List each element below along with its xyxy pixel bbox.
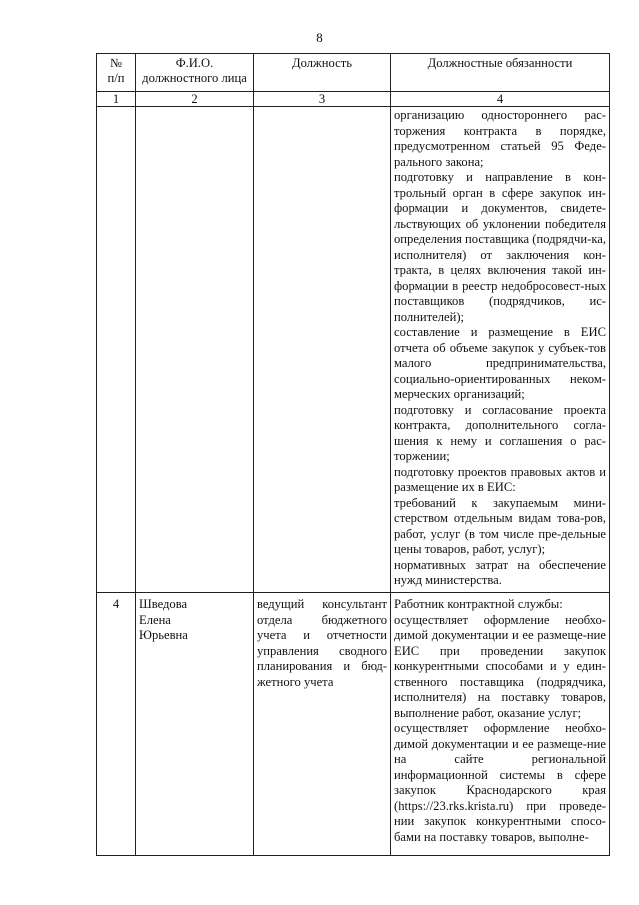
duties-cell xyxy=(391,107,610,593)
duties-cell xyxy=(391,593,610,856)
header-number: № п/п xyxy=(97,54,136,92)
duties-table xyxy=(96,53,610,856)
duty-item: подготовку и направление в кон-трольный орган в сфере закупок ин-формации и документов, свидете-льствующих об уклонении победителя определения поставщика (подрядчи-ка, исполнителя) от заключения кон-тракта, в целях включения такой ин-формации в реестр недобросовест-ных поставщиков (подрядчиков, ис-полнителей); xyxy=(394,170,606,324)
page-number: 8 xyxy=(316,30,323,45)
duty-item: осуществляет оформление необхо-димой документации и ее размеще-ние ЕИС при проведении закупок конкурентными способами и у един-ственного поставщика (подрядчика, исполнителя) на поставку товаров, выполнение работ, оказание услуг; xyxy=(394,612,606,720)
duty-item: подготовку и согласование проекта контракта, дополнительного согла-шения к нему и соглашения о рас-торжении; xyxy=(394,402,606,463)
number-cell: 4 xyxy=(97,593,136,856)
table-header-row xyxy=(97,54,610,92)
name-cell: Шведова Елена Юрьевна xyxy=(136,593,254,856)
duty-item: Работник контрактной службы: xyxy=(394,597,563,611)
column-number: 3 xyxy=(254,92,391,107)
column-number: 2 xyxy=(136,92,254,107)
header-position: Должность xyxy=(254,54,391,92)
duty-item: составление и размещение в ЕИС отчета об объеме закупок у субъек-тов малого предпринимательства, социально-ориентированных неком-мерческих организаций; xyxy=(394,325,606,401)
duty-item: нормативных затрат на обеспечение нужд министерства. xyxy=(394,557,606,587)
column-numbers-row xyxy=(97,92,610,107)
header-name: Ф.И.О. должностного лица xyxy=(136,54,254,92)
duty-item: требований к закупаемым мини-стерством отдельным видам това-ров, работ, услуг (в том числе пре-дельные цены товаров, работ, услуг); xyxy=(394,495,606,556)
position-text: ведущий консультант отдела бюджетного учета и отчетности управления сводного планирования и бюд-жетного учета xyxy=(257,597,387,689)
header-duties: Должностные обязанности xyxy=(391,54,610,92)
position-cell xyxy=(254,107,391,593)
duty-item: организацию одностороннего рас-торжения контракта в порядке, предусмотренном статьей 95 Феде-рального закона; xyxy=(394,108,606,169)
column-number: 4 xyxy=(391,92,610,107)
table-row xyxy=(97,593,610,856)
duty-item: осуществляет оформление необхо-димой документации и ее размеще-ние на сайте региональной информационной системы в сфере закупок Краснодарского края (https://23.rks.krista.ru) при проведе-нии закупок конкурентными спосо-бами на поставку товаров, выполне- xyxy=(394,721,606,844)
position-cell xyxy=(254,593,391,856)
column-number: 1 xyxy=(97,92,136,107)
table-row xyxy=(97,107,610,593)
duty-item: подготовку проектов правовых актов и размещение их в ЕИС: xyxy=(394,464,606,494)
number-cell xyxy=(97,107,136,593)
name-cell xyxy=(136,107,254,593)
